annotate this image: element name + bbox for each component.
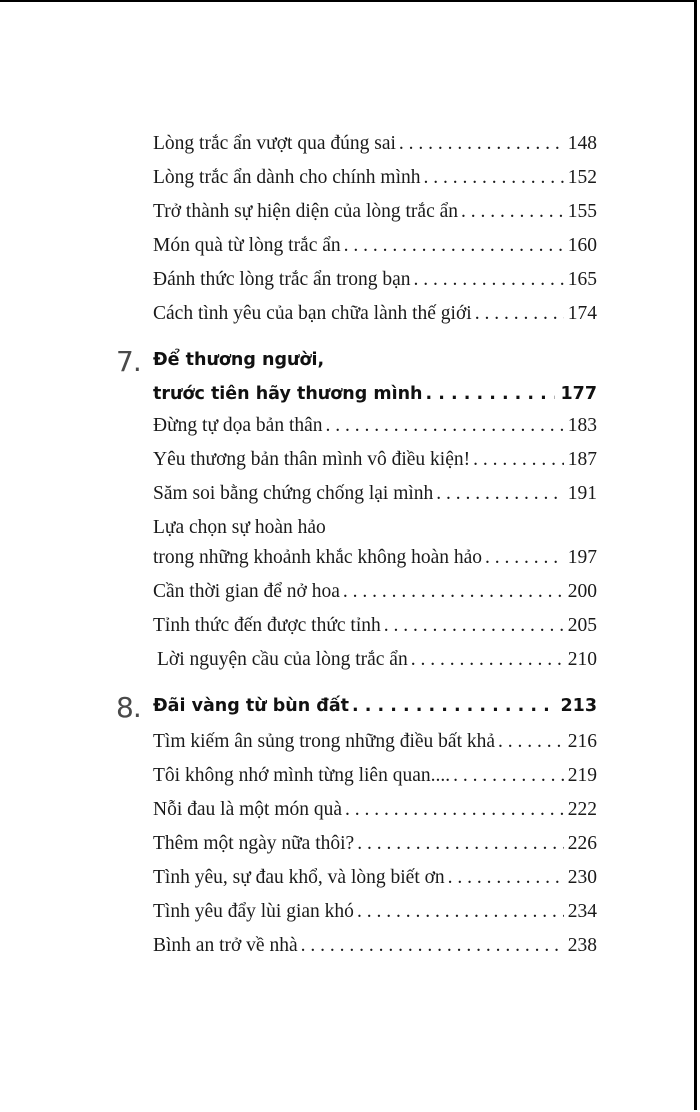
chapter-title: trước tiên hãy thương mình: [153, 384, 423, 404]
toc-entry[interactable]: [153, 303, 597, 333]
dot-leader: [352, 696, 555, 716]
toc-entry[interactable]: [153, 449, 597, 479]
toc-entry-title: Đừng tự dọa bản thân: [153, 415, 323, 436]
toc-entry-title: Thêm một ngày nữa thôi?: [153, 833, 355, 854]
toc-entry-page: 222: [567, 799, 597, 820]
dot-leader: [461, 201, 564, 223]
toc-entry[interactable]: [153, 581, 597, 611]
chapter-title-line[interactable]: Để thương người,: [153, 350, 325, 370]
dot-leader: [473, 449, 564, 471]
toc-entry[interactable]: [153, 615, 597, 645]
toc-entry-page: 230: [567, 867, 597, 888]
toc-entry[interactable]: [153, 167, 597, 197]
toc-entry-title: Yêu thương bản thân mình vô điều kiện!: [153, 449, 471, 470]
toc-entry[interactable]: [153, 799, 597, 829]
toc-entry[interactable]: [153, 731, 597, 761]
toc-entry-page: 226: [567, 833, 597, 854]
toc-entry[interactable]: [153, 483, 597, 513]
dot-leader: [411, 649, 564, 671]
toc-entry[interactable]: [157, 649, 597, 679]
toc-entry[interactable]: [153, 201, 597, 231]
toc-entry[interactable]: [153, 133, 597, 163]
toc-entry[interactable]: [153, 269, 597, 299]
toc-entry-title: Lòng trắc ẩn dành cho chính mình: [153, 167, 421, 188]
toc-entry-page: 234: [567, 901, 597, 922]
dot-leader: [498, 731, 564, 753]
dot-leader: [436, 483, 563, 505]
chapter-page: 213: [560, 696, 597, 716]
toc-entry-title: Cách tình yêu của bạn chữa lành thế giới: [153, 303, 472, 324]
toc-entry-page: 205: [567, 615, 597, 636]
toc-entry[interactable]: [153, 901, 597, 931]
toc-entry[interactable]: [153, 833, 597, 863]
toc-entry-title: Tình yêu, sự đau khổ, và lòng biết ơn: [153, 867, 445, 888]
toc-entry-title-line[interactable]: Lựa chọn sự hoàn hảo: [153, 517, 326, 538]
toc-entry-title: Bình an trở về nhà: [153, 935, 298, 956]
toc-entry-page: 216: [567, 731, 597, 752]
dot-leader: [448, 867, 564, 889]
dot-leader: [424, 167, 564, 189]
toc-entry-page: 187: [567, 449, 597, 470]
toc-entry-title: Tỉnh thức đến được thức tỉnh: [153, 615, 381, 636]
dot-leader: [357, 833, 564, 855]
toc-entry-page: 148: [567, 133, 597, 154]
dot-leader: [399, 133, 564, 155]
toc-entry[interactable]: [153, 935, 597, 965]
dot-leader: [384, 615, 564, 637]
toc-entry-title: Trở thành sự hiện diện của lòng trắc ẩn: [153, 201, 459, 222]
dot-leader: [326, 415, 564, 437]
dot-leader: [343, 581, 564, 603]
dot-leader: [344, 235, 564, 257]
toc-entry-title: Lời nguyện cầu của lòng trắc ẩn: [157, 649, 408, 670]
chapter-title: Đãi vàng từ bùn đất: [153, 696, 350, 716]
toc-entry[interactable]: [153, 765, 597, 795]
dot-leader: [357, 901, 564, 923]
chapter-heading[interactable]: [153, 384, 597, 414]
toc-entry-page: 160: [567, 235, 597, 256]
toc-entry-title: Món quà từ lòng trắc ẩn: [153, 235, 341, 256]
toc-entry-page: 191: [567, 483, 597, 504]
toc-entry-page: 210: [567, 649, 597, 670]
toc-entry-title: Cần thời gian để nở hoa: [153, 581, 340, 602]
toc-entry-title: Lòng trắc ẩn vượt qua đúng sai: [153, 133, 396, 154]
dot-leader: [485, 547, 564, 569]
toc-entry-page: 200: [567, 581, 597, 602]
toc-entry[interactable]: [153, 547, 597, 577]
toc-entry-page: 238: [567, 935, 597, 956]
dot-leader: [475, 303, 564, 325]
toc-entry-page: 183: [567, 415, 597, 436]
toc-entry-page: 152: [567, 167, 597, 188]
dot-leader: [453, 765, 564, 787]
toc-entry-title: Tình yêu đẩy lùi gian khó: [153, 901, 354, 922]
toc-entry-title: Tìm kiếm ân sủng trong những điều bất khả: [153, 731, 496, 752]
dot-leader: [301, 935, 564, 957]
toc-entry-page: 155: [567, 201, 597, 222]
toc-entry-page: 174: [567, 303, 597, 324]
toc-entry-title: trong những khoảnh khắc không hoàn hảo: [153, 547, 483, 568]
toc-entry[interactable]: [153, 415, 597, 445]
toc-entry-page: 219: [567, 765, 597, 786]
dot-leader: [426, 384, 556, 404]
chapter-number: 8.: [116, 691, 141, 724]
chapter-page: 177: [560, 384, 597, 404]
toc-entry-title: Đánh thức lòng trắc ẩn trong bạn: [153, 269, 411, 290]
dot-leader: [345, 799, 564, 821]
chapter-heading[interactable]: [153, 696, 597, 726]
toc-entry-page: 197: [567, 547, 597, 568]
toc-entry-title: Nỗi đau là một món quà: [153, 799, 343, 820]
toc-entry-title: Săm soi bằng chứng chống lại mình: [153, 483, 434, 504]
dot-leader: [414, 269, 564, 291]
toc-entry-page: 165: [567, 269, 597, 290]
toc-entry[interactable]: [153, 235, 597, 265]
chapter-number: 7.: [116, 345, 141, 378]
toc-entry-title: Tôi không nhớ mình từng liên quan....: [153, 765, 451, 786]
toc-entry[interactable]: [153, 867, 597, 897]
